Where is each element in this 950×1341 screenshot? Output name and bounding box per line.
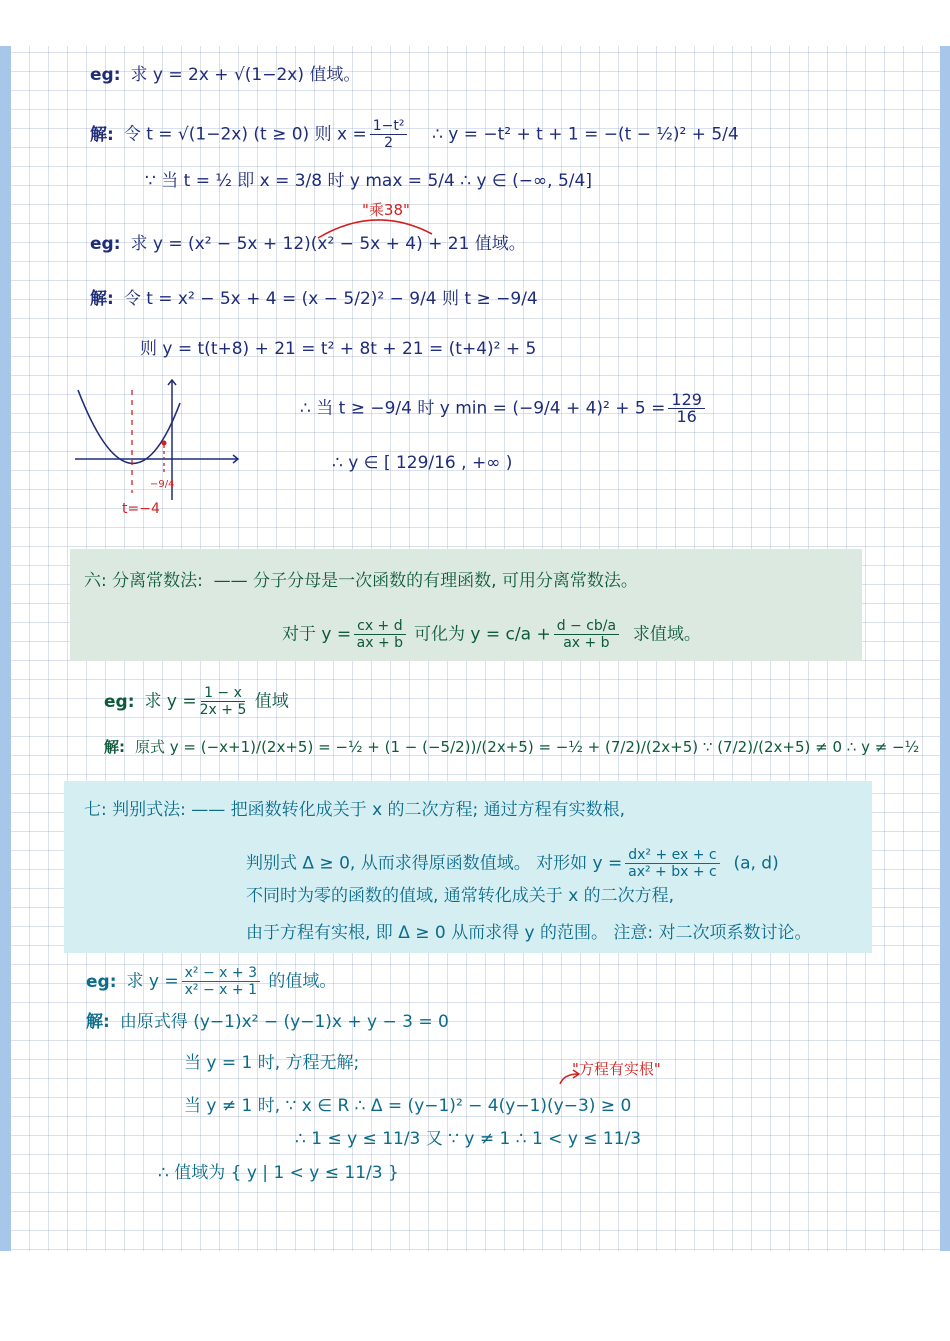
fraction: $\frac{\text{dx² + ex + c}}{\text{ax² + bx + c}}$ — [625, 847, 719, 880]
ex2-solution-line4: ∴ y ∈ [ 129/16 , +∞ ) — [332, 453, 513, 473]
ex1-question: eg: 求 y = 2x + √(1−2x) 值域。 — [90, 65, 361, 85]
ex1-solution-line2: ∵ 当 t = ½ 即 x = 3/8 时 y max = 5/4 ∴ y ∈ (−∞, 5/4] — [145, 171, 592, 191]
ex2-solution-line3: ∴ 当 t ≥ −9/4 时 y min = (−9/4 + 4)² + 5 = $\frac{129}{16}$ — [300, 392, 708, 425]
section-6-heading: 六: 分离常数法: —— 分子分母是一次函数的有理函数, 可用分离常数法。 — [84, 571, 638, 591]
fraction: $\frac{d - cb/a}{ax + b}$ — [554, 618, 619, 651]
ex2-solution-line1: 解: 令 t = x² − 5x + 4 = (x − 5/2)² − 9/4 则 t ≥ −9/4 — [90, 289, 538, 309]
section-7-line4: 由于方程有实根, 即 Δ ≥ 0 从而求得 y 的范围。 注意: 对二次项系数讨论。 — [246, 923, 812, 943]
page-edge-left — [0, 46, 11, 1251]
ex4-annotation: "方程有实根" — [572, 1060, 661, 1078]
section-7-heading: 七: 判别式法: —— 把函数转化成关于 x 的二次方程; 通过方程有实数根, — [84, 800, 626, 820]
ex4-solution-line1: 解: 由原式得 (y−1)x² − (y−1)x + y − 3 = 0 — [86, 1012, 449, 1032]
annotation-arrow — [558, 1068, 584, 1086]
fraction: $\frac{1 - x}{2x + 5}$ — [199, 685, 247, 718]
fraction: $\frac{cx + d}{ax + b}$ — [354, 618, 406, 651]
ex4-solution-line2: 当 y = 1 时, 方程无解; — [184, 1053, 360, 1073]
ex4-solution-line5: ∴ 值域为 { y | 1 < y ≤ 11/3 } — [158, 1163, 399, 1183]
graph-label-vertex: −9/4 — [150, 479, 175, 490]
page-edge-right — [940, 46, 950, 1251]
ex3-question: eg: 求 y = $\frac{1 - x}{2x + 5}$ 值域 — [104, 685, 289, 718]
parabola-graph — [70, 375, 250, 520]
ex1-solution-line1: 解: 令 t = √(1−2x) (t ≥ 0) 则 x = $\frac{\text{1−t²}}{2}$ ∴ y = −t² + t + 1 = −(t − ½)² + 5/4 — [90, 118, 739, 151]
ex2-question: eg: 求 y = (x² − 5x + 12)(x² − 5x + 4) + 21 值域。 — [90, 234, 526, 254]
fraction: $\frac{\text{x² − x + 3}}{\text{x² − x + 1}}$ — [182, 965, 260, 998]
ex4-solution-line3: 当 y ≠ 1 时, ∵ x ∈ R ∴ Δ = (y−1)² − 4(y−1)(y−3) ≥ 0 — [184, 1096, 632, 1116]
section-7-line2: 判别式 Δ ≥ 0, 从而求得原函数值域。 对形如 y = $\frac{\text{dx² + ex + c}}{\text{ax² + bx + c}}$ (a, d) — [246, 847, 779, 880]
graph-label-t: t=−4 — [122, 501, 160, 517]
ex4-solution-line4: ∴ 1 ≤ y ≤ 11/3 又 ∵ y ≠ 1 ∴ 1 < y ≤ 11/3 — [295, 1129, 642, 1149]
ex3-solution: 解: 原式 y = (−x+1)/(2x+5) = −½ + (1 − (−5/2))/(2x+5) = −½ + (7/2)/(2x+5) ∵ (7/2)/(2x+5) ≠ 0 ∴ y ≠ −½ — [104, 738, 920, 756]
ex2-annotation: "乘38" — [362, 201, 410, 219]
parabola-curve — [78, 390, 180, 463]
ex4-question: eg: 求 y = $\frac{\text{x² − x + 3}}{\text{x² − x + 1}}$ 的值域。 — [86, 965, 337, 998]
ex2-solution-line2: 则 y = t(t+8) + 21 = t² + 8t + 21 = (t+4)² + 5 — [140, 339, 537, 359]
section-7-line3: 不同时为零的函数的值域, 通常转化成关于 x 的二次方程, — [246, 886, 675, 906]
fraction: $\frac{\text{1−t²}}{2}$ — [370, 118, 408, 151]
section-6-formula: 对于 y = $\frac{cx + d}{ax + b}$ 可化为 y = c/a + $\frac{d - cb/a}{ax + b}$ 求值域。 — [282, 618, 701, 651]
fraction: $\frac{129}{16}$ — [668, 392, 705, 425]
